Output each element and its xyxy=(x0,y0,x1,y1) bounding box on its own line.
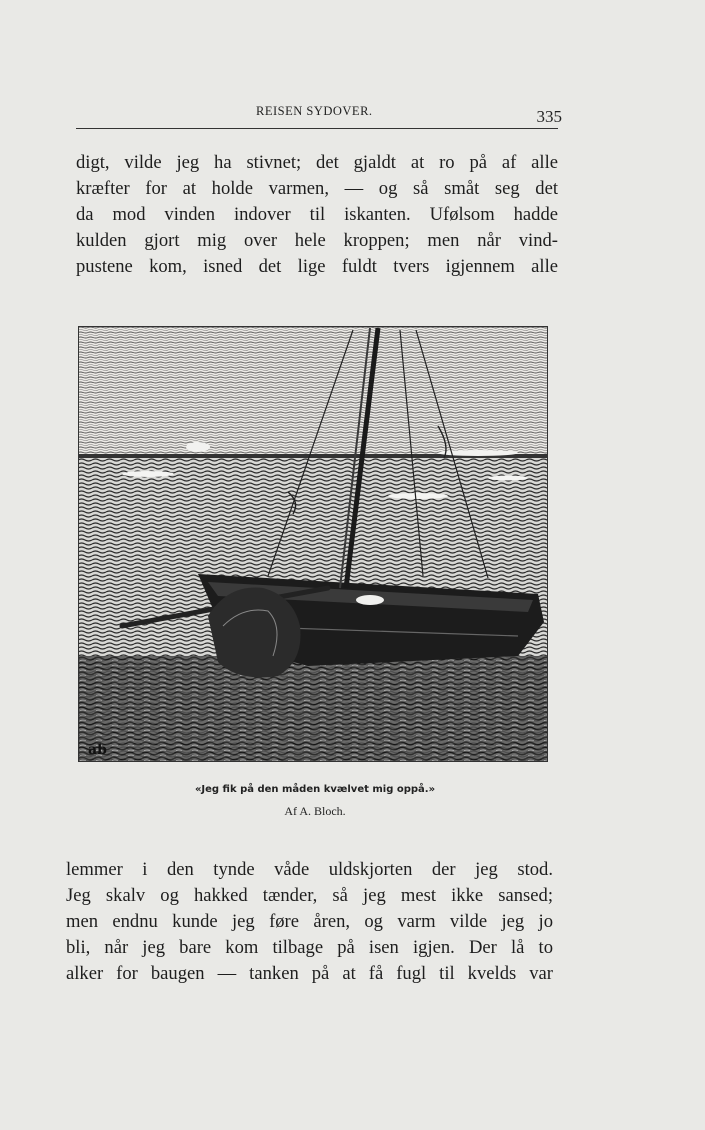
boat-engraving xyxy=(78,326,548,762)
running-title: REISEN SYDOVER. xyxy=(256,104,373,118)
text-line: alker for baugen — tanken på at få fugl til kvelds var xyxy=(66,963,553,984)
text-line: Jeg skalv og hakked tænder, så jeg mest ikke sansed; xyxy=(66,885,553,906)
text-line: da mod vinden indover til iskanten. Ufølsom hadde xyxy=(76,204,558,225)
paragraph-bottom xyxy=(66,857,553,987)
figure-caption: «Jeg fik på den måden kvælvet mig oppå.» xyxy=(194,784,436,795)
figure-credit: Af A. Bloch. xyxy=(284,804,346,818)
text-line: pustene kom, isned det lige fuldt tvers igjennem alle xyxy=(76,256,558,277)
page-number: 335 xyxy=(536,107,562,126)
running-header xyxy=(76,104,562,129)
text-line: kræfter for at holde varmen, — og så småt seg det xyxy=(76,178,558,199)
text-line: men endnu kunde jeg føre åren, og varm vilde jeg jo xyxy=(66,911,553,932)
svg-text:ab: ab xyxy=(88,742,107,758)
text-line: digt, vilde jeg ha stivnet; det gjaldt at ro på af alle xyxy=(76,152,558,173)
text-line: lemmer i den tynde våde uldskjorten der jeg stod. xyxy=(66,859,553,880)
paragraph-top xyxy=(76,150,558,280)
text-line: kulden gjort mig over hele kroppen; men når vind- xyxy=(76,230,558,251)
text-line: bli, når jeg bare kom tilbage på isen igjen. Der lå to xyxy=(66,937,553,958)
